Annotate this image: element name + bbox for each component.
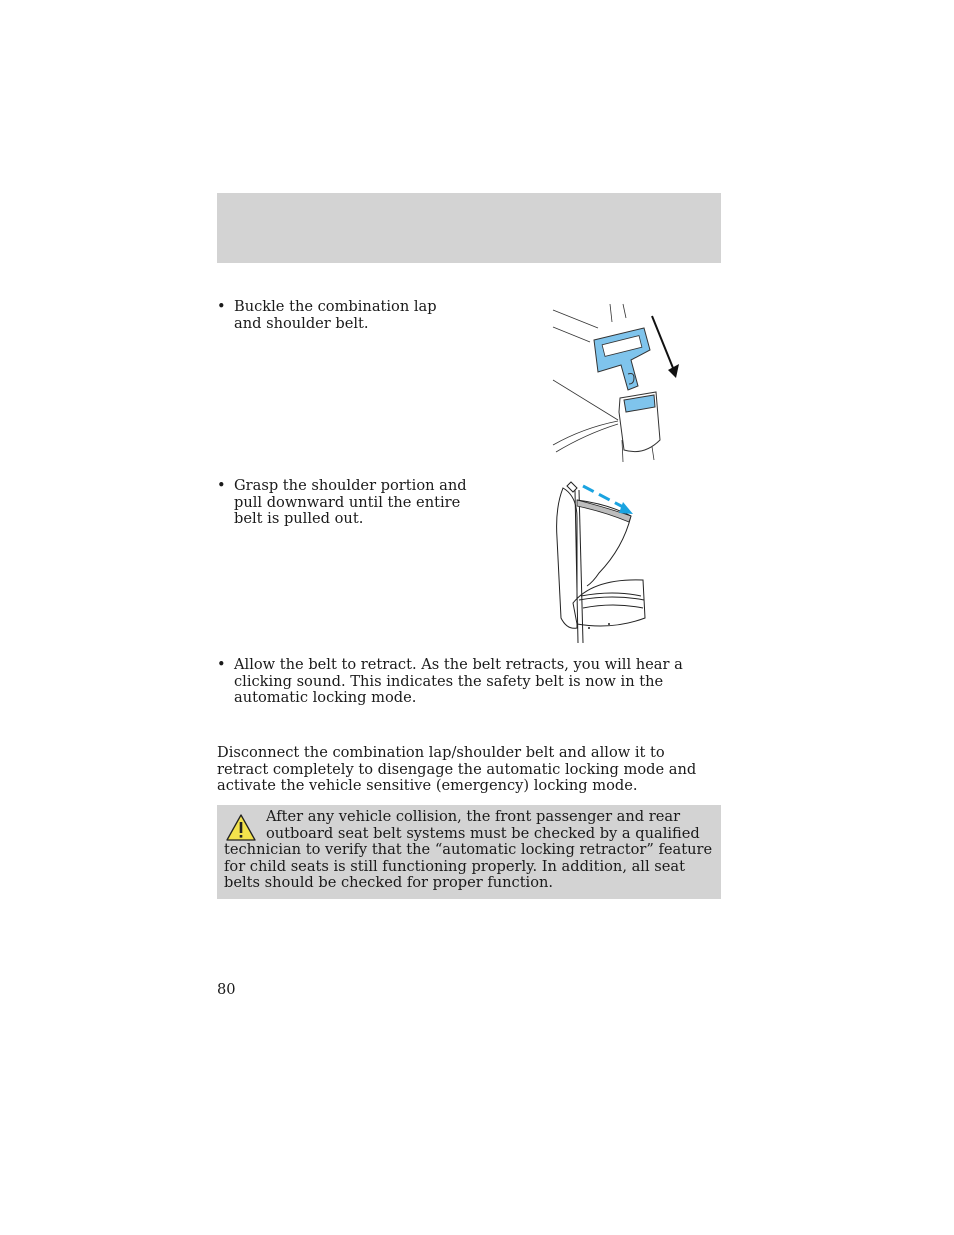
bullet-item-retract <box>217 657 717 707</box>
bullet-marker: • <box>217 477 226 494</box>
buckle-latch-illustration <box>548 300 688 465</box>
bullet-item-buckle <box>217 299 467 332</box>
header-band <box>217 193 721 263</box>
bullet-text: Buckle the combination lap and shoulder belt. <box>234 298 437 332</box>
disconnect-paragraph: Disconnect the combination lap/shoulder belt and allow it to retract completely to disengage the automatic locking mode and activate the vehicle sensitive (emergency) locking mode. <box>217 744 697 795</box>
seat-belt-pull-illustration <box>553 478 653 646</box>
bullet-text: Grasp the shoulder portion and pull downward until the entire belt is pulled out. <box>234 477 467 528</box>
bullet-marker: • <box>217 656 226 673</box>
page-number: 80 <box>217 981 236 998</box>
warning-text: After any vehicle collision, the front passenger and rear outboard seat belt systems must be checked by a qualified technician to verify that the “automatic locking retractor” feature for child seats is still functioning properly. In addition, all seat belts should be checked for proper function. <box>224 808 713 892</box>
bullet-item-grasp <box>217 478 467 528</box>
bullet-marker: • <box>217 298 226 315</box>
warning-box <box>217 805 721 899</box>
bullet-text: Allow the belt to retract. As the belt retracts, you will hear a clicking sound. This indicates the safety belt is now in the automatic locking mode. <box>234 656 683 707</box>
